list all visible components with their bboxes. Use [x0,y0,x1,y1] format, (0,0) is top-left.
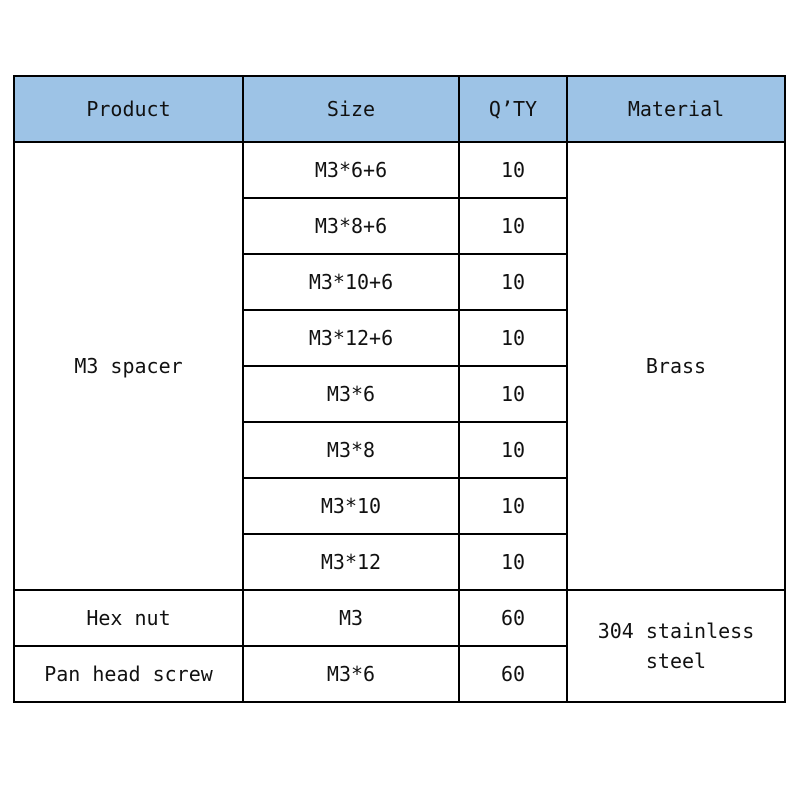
size-cell: M3*8+6 [243,198,459,254]
material-cell-brass: Brass [567,142,785,590]
size-cell: M3*12 [243,534,459,590]
size-cell: M3*10 [243,478,459,534]
qty-cell: 10 [459,366,567,422]
header-size: Size [243,76,459,142]
header-product: Product [14,76,243,142]
product-cell-hex-nut: Hex nut [14,590,243,646]
qty-cell: 60 [459,590,567,646]
qty-cell: 10 [459,478,567,534]
product-cell-pan-head-screw: Pan head screw [14,646,243,702]
size-cell: M3 [243,590,459,646]
qty-cell: 10 [459,198,567,254]
size-cell: M3*6 [243,366,459,422]
qty-cell: 10 [459,254,567,310]
size-cell: M3*6+6 [243,142,459,198]
header-material: Material [567,76,785,142]
table-row [14,142,785,198]
qty-cell: 10 [459,422,567,478]
qty-cell: 10 [459,534,567,590]
size-cell: M3*12+6 [243,310,459,366]
header-qty: Q’TY [459,76,567,142]
header-row [14,76,785,142]
size-cell: M3*10+6 [243,254,459,310]
size-cell: M3*8 [243,422,459,478]
size-cell: M3*6 [243,646,459,702]
product-spec-table [13,75,786,703]
product-cell-spacer: M3 spacer [14,142,243,590]
table-row [14,590,785,646]
qty-cell: 60 [459,646,567,702]
qty-cell: 10 [459,310,567,366]
material-cell-stainless [567,590,785,702]
material-text-stainless: 304 stainless steel [597,619,755,673]
qty-cell: 10 [459,142,567,198]
